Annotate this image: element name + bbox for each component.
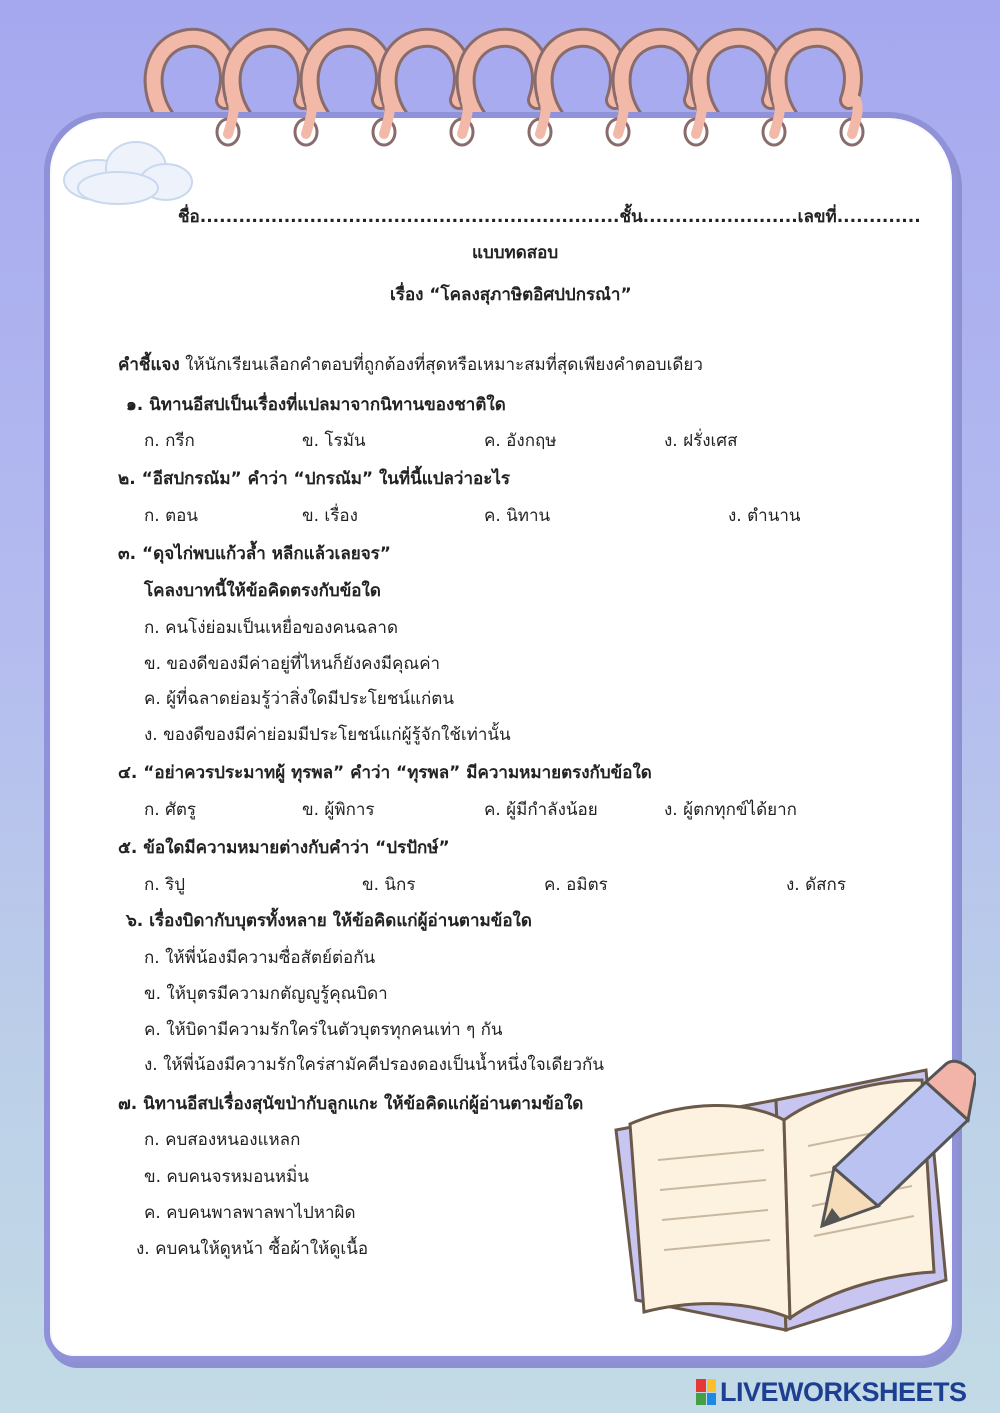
q1-choice-a[interactable]: ก. กรีก bbox=[144, 431, 195, 451]
q7-choice-c[interactable]: ค. คบคนพาลพาลพาไปหาผิด bbox=[144, 1203, 356, 1223]
q3-choice-b[interactable]: ข. ของดีของมีค่าอยู่ที่ไหนก็ยังคงมีคุณค่า bbox=[144, 654, 441, 674]
student-info-line[interactable]: ชื่อ.................................................................ชั้น........................เลขที่............. bbox=[178, 207, 921, 227]
q6-choice-b[interactable]: ข. ให้บุตรมีความกตัญญูรู้คุณบิดา bbox=[144, 984, 388, 1004]
cloud-decoration bbox=[58, 118, 198, 208]
q6-choice-d[interactable]: ง. ให้พี่น้องมีความรักใคร่สามัคคีปรองดองเป็นน้ำหนึ่งใจเดียวกัน bbox=[144, 1055, 604, 1075]
q3-choice-a[interactable]: ก. คนโง่ย่อมเป็นเหยื่อของคนฉลาด bbox=[144, 618, 399, 638]
q5-choice-d[interactable]: ง. ดัสกร bbox=[786, 875, 846, 895]
q2-choice-c[interactable]: ค. นิทาน bbox=[484, 506, 551, 526]
q3-choice-c[interactable]: ค. ผู้ที่ฉลาดย่อมรู้ว่าสิ่งใดมีประโยชน์แก่ตน bbox=[144, 689, 454, 709]
q4-choice-c[interactable]: ค. ผู้มีกำลังน้อย bbox=[484, 800, 598, 820]
question-1: ๑. นิทานอีสปเป็นเรื่องที่แปลมาจากนิทานของชาติใด bbox=[126, 395, 506, 415]
liveworksheets-logo-icon bbox=[696, 1379, 716, 1405]
question-5: ๕. ข้อใดมีความหมายต่างกับคำว่า “ปรปักษ์” bbox=[118, 838, 450, 858]
question-4: ๔. “อย่าควรประมาทผู้ ทุรพล” คำว่า “ทุรพล” มีความหมายตรงกับข้อใด bbox=[118, 763, 652, 783]
q5-choice-b[interactable]: ข. นิกร bbox=[362, 875, 416, 895]
notebook-pencil-illustration bbox=[596, 1050, 976, 1350]
q6-choice-c[interactable]: ค. ให้บิดามีความรักใคร่ในตัวบุตรทุกคนเท่า ๆ กัน bbox=[144, 1020, 503, 1040]
question-2: ๒. “อีสปกรณัม” คำว่า “ปกรณัม” ในที่นี้แปลว่าอะไร bbox=[118, 469, 511, 489]
q7-choice-b[interactable]: ข. คบคนจรหมอนหมิ่น bbox=[144, 1167, 309, 1187]
instruction bbox=[118, 354, 703, 376]
q7-choice-d[interactable]: ง. คบคนให้ดูหน้า ซื้อผ้าให้ดูเนื้อ bbox=[136, 1239, 369, 1259]
q1-choice-d[interactable]: ง. ฝรั่งเศส bbox=[664, 431, 738, 451]
q2-choice-b[interactable]: ข. เรื่อง bbox=[302, 506, 358, 526]
instruction-label: คำชี้แจง bbox=[118, 355, 180, 375]
q1-choice-b[interactable]: ข. โรมัน bbox=[302, 431, 366, 451]
question-7: ๗. นิทานอีสปเรื่องสุนัขป่ากับลูกแกะ ให้ข้อคิดแก่ผู้อ่านตามข้อใด bbox=[118, 1094, 584, 1114]
q4-choice-b[interactable]: ข. ผู้พิการ bbox=[302, 800, 375, 820]
q3-choice-d[interactable]: ง. ของดีของมีค่าย่อมมีประโยชน์แก่ผู้รู้จักใช้เท่านั้น bbox=[144, 725, 511, 745]
liveworksheets-logo[interactable] bbox=[696, 1376, 967, 1408]
q4-choice-a[interactable]: ก. ศัตรู bbox=[144, 800, 197, 820]
brand-name: LIVEWORKSHEETS bbox=[720, 1376, 967, 1407]
q5-choice-a[interactable]: ก. ริปู bbox=[144, 875, 186, 895]
worksheet-subtitle: เรื่อง “โคลงสุภาษิตอิศปปกรณำ” bbox=[390, 285, 632, 305]
q6-choice-a[interactable]: ก. ให้พี่น้องมีความซื่อสัตย์ต่อกัน bbox=[144, 948, 376, 968]
q2-choice-a[interactable]: ก. ตอน bbox=[144, 506, 198, 526]
worksheet-title: แบบทดสอบ bbox=[472, 243, 559, 263]
instruction-text: ให้นักเรียนเลือกคำตอบที่ถูกต้องที่สุดหรือเหมาะสมที่สุดเพียงคำตอบเดียว bbox=[185, 355, 703, 375]
q5-choice-c[interactable]: ค. อมิตร bbox=[544, 875, 608, 895]
q7-choice-a[interactable]: ก. คบสองหนองแหลก bbox=[144, 1130, 301, 1150]
question-6: ๖. เรื่องบิดากับบุตรทั้งหลาย ให้ข้อคิดแก่ผู้อ่านตามข้อใด bbox=[126, 911, 532, 931]
q4-choice-d[interactable]: ง. ผู้ตกทุกข์ได้ยาก bbox=[664, 800, 797, 820]
question-3-prompt: โคลงบาทนี้ให้ข้อคิดตรงกับข้อใด bbox=[144, 581, 381, 601]
q2-choice-d[interactable]: ง. ตำนาน bbox=[728, 506, 801, 526]
q1-choice-c[interactable]: ค. อังกฤษ bbox=[484, 431, 557, 451]
question-3: ๓. “ดุจไก่พบแก้วล้ำ หลีกแล้วเลยจร” bbox=[118, 544, 391, 564]
